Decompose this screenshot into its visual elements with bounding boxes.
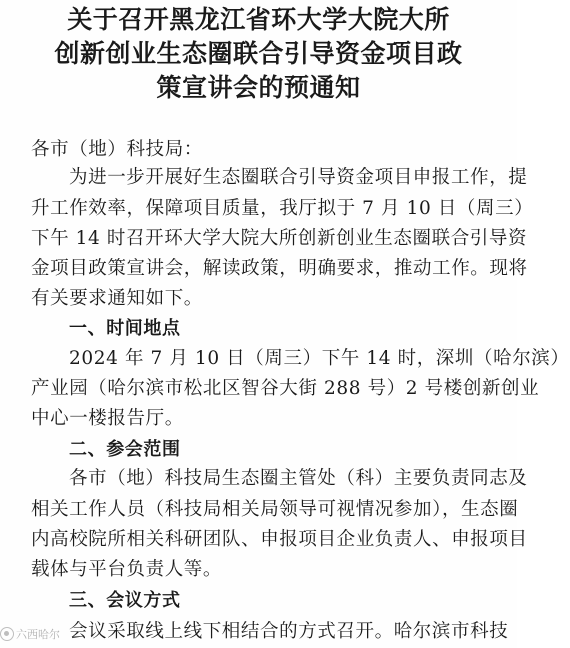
section-2-line-2: 相关工作人员（科技局相关局领导可视情况参加），生态圈 — [31, 499, 519, 520]
watermark-text: 六西哈尔 — [16, 628, 60, 641]
weibo-eye-icon — [0, 627, 14, 641]
intro-line-2: 升工作效率，保障项目质量，我厅拟于 7 月 10 日（周三） — [31, 198, 534, 219]
section-3-line-1: 会议采取线上线下相结合的方式召开。哈尔滨市科技 — [69, 621, 509, 642]
section-1-line-1: 2024 年 7 月 10 日（周三）下午 14 时，深圳（哈尔滨） — [69, 348, 570, 369]
section-2-line-1: 各市（地）科技局生态圈主管处（科）主要负责同志及 — [69, 468, 528, 489]
intro-line-3: 下午 14 时召开环大学大院大所创新创业生态圈联合引导资 — [31, 228, 528, 249]
document-title-line-2: 创新创业生态圈联合引导资金项目政 — [54, 39, 463, 68]
section-heading-meeting-format: 三、会议方式 — [69, 590, 181, 611]
section-heading-participants: 二、参会范围 — [69, 439, 181, 460]
document-title-line-1: 关于召开黑龙江省环大学大院大所 — [67, 5, 450, 34]
document-title-line-3: 策宣讲会的预通知 — [156, 73, 361, 102]
section-1-line-3: 中心一楼报告厅。 — [31, 408, 184, 429]
salutation: 各市（地）科技局： — [31, 139, 203, 160]
section-2-line-4: 载体与平台负责人等。 — [31, 559, 223, 580]
intro-line-5: 有关要求通知如下。 — [31, 288, 203, 309]
watermark — [0, 623, 60, 645]
intro-line-1: 为进一步开展好生态圈联合引导资金项目申报工作，提 — [69, 167, 528, 188]
section-1-line-2: 产业园（哈尔滨市松北区智谷大街 288 号）2 号楼创新创业 — [31, 378, 540, 399]
section-heading-time-location: 一、时间地点 — [69, 318, 181, 339]
section-2-line-3: 内高校院所相关科研团队、申报项目企业负责人、申报项目 — [31, 529, 528, 550]
intro-line-4: 金项目政策宣讲会，解读政策，明确要求，推动工作。现将 — [31, 258, 528, 279]
